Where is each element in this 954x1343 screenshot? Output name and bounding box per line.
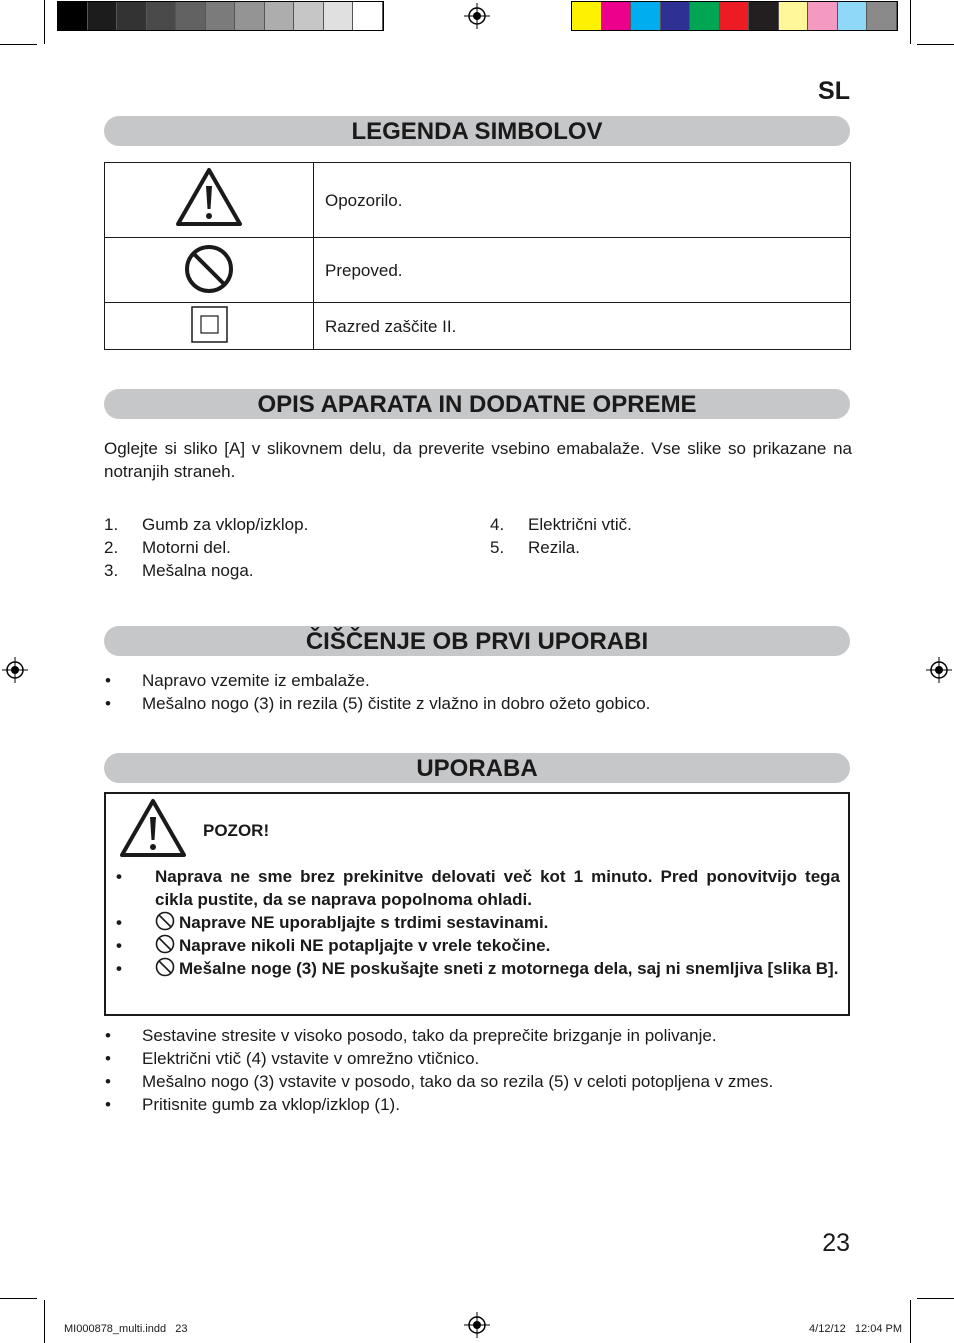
prohibition-icon — [155, 911, 175, 931]
registration-mark-icon — [464, 3, 490, 29]
section-title-usage: UPORABA — [104, 753, 850, 783]
warning-triangle-icon — [174, 166, 244, 228]
prohibition-icon — [155, 957, 175, 977]
color-swatch — [88, 2, 118, 30]
list-item: • Naprave NE uporabljajte s trdimi sestavinami. — [116, 913, 549, 932]
list-item: • Mešalno nogo (3) in rezila (5) čistite z vlažno in dobro ožeto gobico. — [105, 694, 651, 713]
section-title-cleaning: ČIŠČENJE OB PRVI UPORABI — [104, 626, 850, 656]
color-swatch — [147, 2, 177, 30]
color-swatch — [117, 2, 147, 30]
process-color-bar — [571, 1, 898, 31]
color-swatch — [631, 2, 661, 30]
cleaning-list — [104, 669, 850, 715]
class-two-square-icon — [191, 306, 228, 343]
crop-mark — [910, 1300, 911, 1343]
section-title-description: OPIS APARATA IN DODATNE OPREME — [104, 389, 850, 419]
warning-list — [116, 865, 840, 980]
crop-mark — [910, 0, 911, 44]
list-item: • Mešalno nogo (3) vstavite v posodo, tako da so rezila (5) v celoti potopljena v zmes. — [105, 1072, 774, 1091]
color-swatch — [176, 2, 206, 30]
list-item: 5. Rezila. — [490, 538, 580, 557]
legend-row — [105, 238, 851, 303]
color-swatch — [779, 2, 809, 30]
warning-triangle-icon — [118, 797, 188, 859]
legend-table — [104, 162, 851, 350]
crop-mark — [917, 44, 954, 45]
list-item: • Sestavine stresite v visoko posodo, tako da preprečite brizganje in polivanje. — [105, 1026, 717, 1045]
page-number: 23 — [822, 1229, 850, 1257]
language-code: SL — [818, 77, 850, 105]
list-item: • Električni vtič (4) vstavite v omrežno vtičnico. — [105, 1049, 480, 1068]
prohibition-icon — [183, 243, 235, 295]
color-swatch — [206, 2, 236, 30]
list-item: 4. Električni vtič. — [490, 515, 632, 534]
crop-mark — [0, 44, 37, 45]
list-item: • Pritisnite gumb za vklop/izklop (1). — [105, 1095, 400, 1114]
description-intro: Oglejte si sliko [A] v slikovnem delu, da preverite vsebino emabalaže. Vse slike so prikazane na notranjih straneh. — [104, 439, 852, 481]
prohibition-icon — [155, 934, 175, 954]
list-item: 3. Mešalna noga. — [104, 561, 254, 580]
list-item: • Naprave nikoli NE potapljajte v vrele tekočine. — [116, 936, 551, 955]
registration-mark-icon — [926, 657, 952, 683]
footer-timestamp: 4/12/12 12:04 PM — [809, 1323, 902, 1335]
color-swatch — [58, 2, 88, 30]
color-swatch — [690, 2, 720, 30]
parts-list-left — [104, 513, 308, 582]
footer-file-info: MI000878_multi.indd 23 — [64, 1323, 188, 1335]
color-swatch — [265, 2, 295, 30]
legend-text: Opozorilo. — [314, 163, 851, 238]
list-item: • Naprava ne sme brez prekinitve delovati več kot 1 minuto. Pred ponovitvijo tega cikla pustite, da se naprava popolnoma ohladi. — [116, 867, 840, 909]
color-swatch — [353, 2, 383, 30]
registration-mark-icon — [464, 1312, 490, 1338]
color-swatch — [720, 2, 750, 30]
color-swatch — [572, 2, 602, 30]
color-swatch — [602, 2, 632, 30]
color-swatch — [749, 2, 779, 30]
color-swatch — [235, 2, 265, 30]
legend-text: Razred zaščite II. — [314, 303, 851, 350]
crop-mark — [44, 0, 45, 44]
registration-mark-icon — [2, 657, 28, 683]
color-swatch — [838, 2, 868, 30]
section-title-legend: LEGENDA SIMBOLOV — [104, 116, 850, 146]
crop-mark — [44, 1300, 45, 1343]
usage-steps-list — [104, 1024, 850, 1116]
color-swatch — [324, 2, 354, 30]
color-swatch — [808, 2, 838, 30]
crop-mark — [917, 1298, 954, 1299]
list-item: • Napravo vzemite iz embalaže. — [105, 671, 370, 690]
legend-text: Prepoved. — [314, 238, 851, 303]
warning-box — [104, 792, 850, 1016]
color-swatch — [867, 2, 897, 30]
color-swatch — [294, 2, 324, 30]
list-item: • Mešalne noge (3) NE poskušajte sneti z motornega dela, saj ni snemljiva [slika B]. — [116, 959, 839, 978]
list-item: 2. Motorni del. — [104, 538, 231, 557]
parts-list-right — [490, 513, 632, 559]
legend-row — [105, 163, 851, 238]
crop-mark — [0, 1298, 37, 1299]
warning-heading: POZOR! — [203, 821, 270, 840]
grayscale-color-bar — [57, 1, 384, 31]
list-item: 1. Gumb za vklop/izklop. — [104, 515, 309, 534]
legend-row — [105, 303, 851, 350]
color-swatch — [661, 2, 691, 30]
